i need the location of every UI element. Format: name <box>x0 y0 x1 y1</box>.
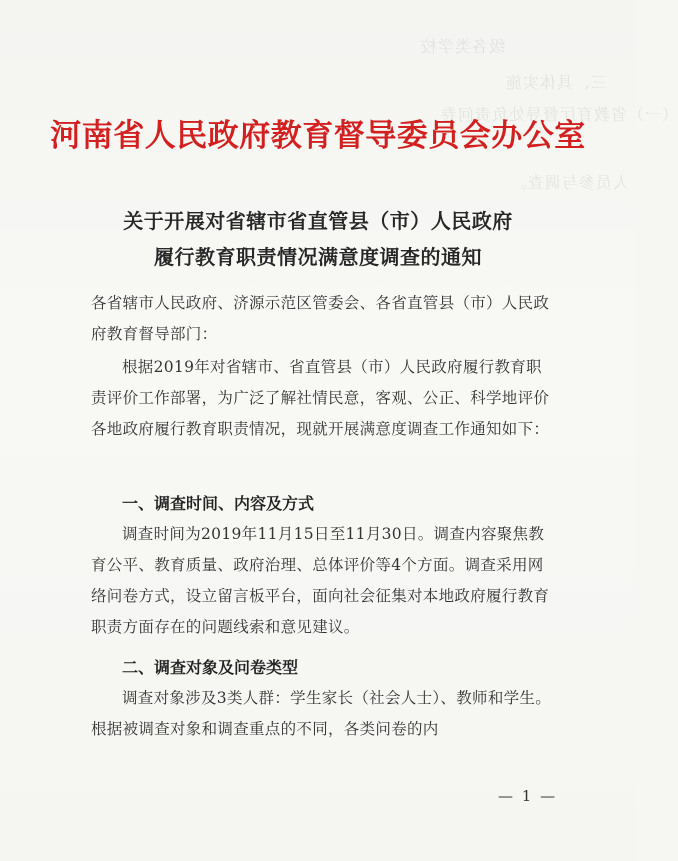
bleed-through-text-3: （一）省教育厅督导处负责问卷 <box>440 105 678 124</box>
document-title-line-1: 关于开展对省辖市省直管县（市）人民政府 <box>123 209 513 233</box>
section-heading-1: 一、调查时间、内容及方式 <box>122 494 315 513</box>
letterhead-org-name: 河南省人民政府教育督导委员会办公室 <box>50 118 586 154</box>
addressee: 各省辖市人民政府、济源示范区管委会、各省直管县（市）人民政府教育督导部门： <box>91 294 550 343</box>
page-number: — 1 — <box>498 787 558 805</box>
section-1-paragraph: 调查时间为2019年11月15日至11月30日。调查内容聚焦教育公平、教育质量、政府治理、总体评价等4个方面。调查采用网络问卷方式，设立留言板平台，面向社会征集对本地政府履行教育职责方面存在的问题线索和意见建议。 <box>91 525 550 636</box>
intro-paragraph: 根据2019年对省辖市、省直管县（市）人民政府履行教育职责评价工作部署，为广泛了解社情民意，客观、公正、科学地评价各地政府履行教育职责情况，现就开展满意度调查工作通知如下： <box>91 358 550 438</box>
section-heading-2: 二、调查对象及问卷类型 <box>122 658 299 677</box>
bleed-through-text-4: 人员参与调查。 <box>510 173 630 192</box>
document-title-line-2: 履行教育职责情况满意度调查的通知 <box>154 245 482 269</box>
section-2-paragraph: 调查对象涉及3类人群：学生家长（社会人士）、教师和学生。根据被调查对象和调查重点的不同，各类问卷的内 <box>91 689 552 738</box>
bleed-through-text-1: 级各类学校 <box>420 37 506 56</box>
bleed-through-text-2: 三、具体实施 <box>505 73 608 92</box>
